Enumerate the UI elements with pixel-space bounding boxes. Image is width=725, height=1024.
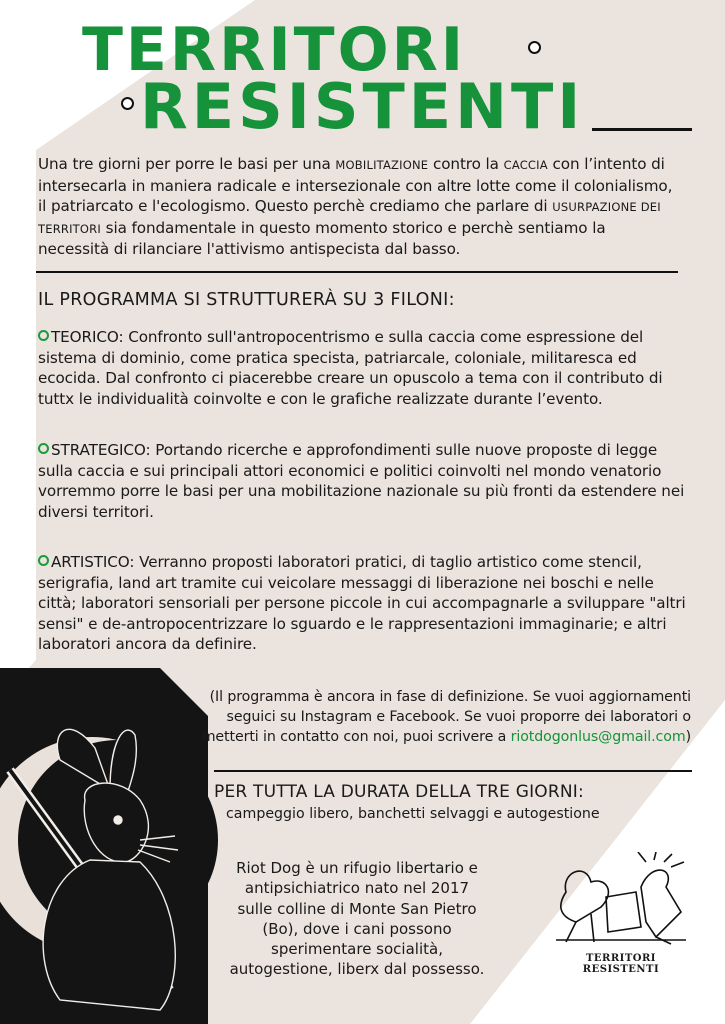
duration-subtitle: campeggio libero, banchetti selvaggi e autogestione bbox=[226, 806, 600, 822]
territori-resistenti-logo bbox=[546, 852, 696, 952]
intro-text: con l’intento di intersecarla in maniera radicale e intersezionale con altre lotte come il colonialismo, il patriarcato e l'ecologismo. Questo perchè crediamo che parlare di bbox=[38, 155, 673, 215]
title-line-2: RESISTENTI bbox=[140, 70, 585, 143]
program-note bbox=[171, 687, 691, 747]
artistico-paragraph bbox=[38, 552, 688, 655]
section-text: Confronto sull'antropocentrismo e sulla caccia come espressione del sistema di dominio, come pratica specista, patriarcale, coloniale, militaresca ed ecocida. Dal confronto ci piacerebbe creare un opuscolo a tema con il contributo di tuttx le individualità coinvolte e con le grafiche realizzate durante l’evento. bbox=[38, 328, 663, 408]
bullet-circle-icon bbox=[38, 330, 49, 341]
riot-dog-description: Riot Dog è un rifugio libertario e antipsichiatrico nato nel 2017 sulle colline di Monte San Pietro (Bo), dove i cani possono sperimentare socialità, autogestione, liberx dal possesso. bbox=[229, 859, 485, 979]
program-heading: IL PROGRAMMA SI STRUTTURERÀ SU 3 FILONI: bbox=[38, 290, 455, 310]
bullet-circle-icon bbox=[38, 555, 49, 566]
intro-keyword: MOBILITAZIONE bbox=[335, 158, 429, 172]
note-text: ) bbox=[685, 729, 691, 745]
logo-caption: TERRITORI RESISTENTI bbox=[582, 953, 660, 975]
divider bbox=[36, 271, 678, 273]
bullet-circle-icon bbox=[38, 443, 49, 454]
title-underline bbox=[592, 128, 692, 131]
intro-text: contro la bbox=[428, 155, 504, 173]
intro-keyword: CACCIA bbox=[503, 158, 548, 172]
strategico-paragraph bbox=[38, 440, 688, 522]
circle-dot-icon bbox=[528, 41, 541, 54]
email-link[interactable]: riotdogonlus@gmail.com bbox=[510, 729, 686, 745]
section-text: Verranno proposti laboratori pratici, di taglio artistico come stencil, serigrafia, land art tramite cui veicolare messaggi di liberazione nei boschi e nelle città; laboratori sensoriali per persone piccole in cui accompagnarle a sviluppare "altri sensi" e de-antropocentrizzare lo sguardo e le rappresentazioni immaginarie; e altri laboratori ancora da definire. bbox=[38, 553, 686, 653]
intro-text: sia fondamentale in questo momento storico e perchè sentiamo la necessità di rilanciare l'attivismo antispecista dal basso. bbox=[38, 218, 606, 258]
intro-paragraph bbox=[38, 154, 678, 260]
circle-dot-icon bbox=[121, 97, 134, 110]
intro-keyword: USURPAZIONE DEI TERRITORI bbox=[38, 200, 661, 236]
section-label: TEORICO: bbox=[51, 328, 124, 346]
section-text: Portando ricerche e approfondimenti sulle nuove proposte di legge sulla caccia e sui principali attori economici e politici coinvolti nel mondo venatorio vorremmo porre le basi per una mobilitazione nazionale su più fronti da estendere nei diversi territori. bbox=[38, 441, 685, 521]
intro-text: Una tre giorni per porre le basi per una bbox=[38, 155, 336, 173]
note-text: (Il programma è ancora in fase di definizione. Se vuoi aggiornamenti seguici su Instagram e Facebook. Se vuoi proporre dei laboratori o metterti in contatto con noi, puoi scrivere a bbox=[201, 689, 691, 745]
section-label: STRATEGICO: bbox=[51, 441, 151, 459]
title-line-1: TERRITORI bbox=[82, 15, 467, 85]
duration-heading: PER TUTTA LA DURATA DELLA TRE GIORNI: bbox=[214, 782, 584, 802]
section-label: ARTISTICO: bbox=[51, 553, 135, 571]
divider bbox=[214, 770, 692, 772]
teorico-paragraph bbox=[38, 327, 688, 409]
